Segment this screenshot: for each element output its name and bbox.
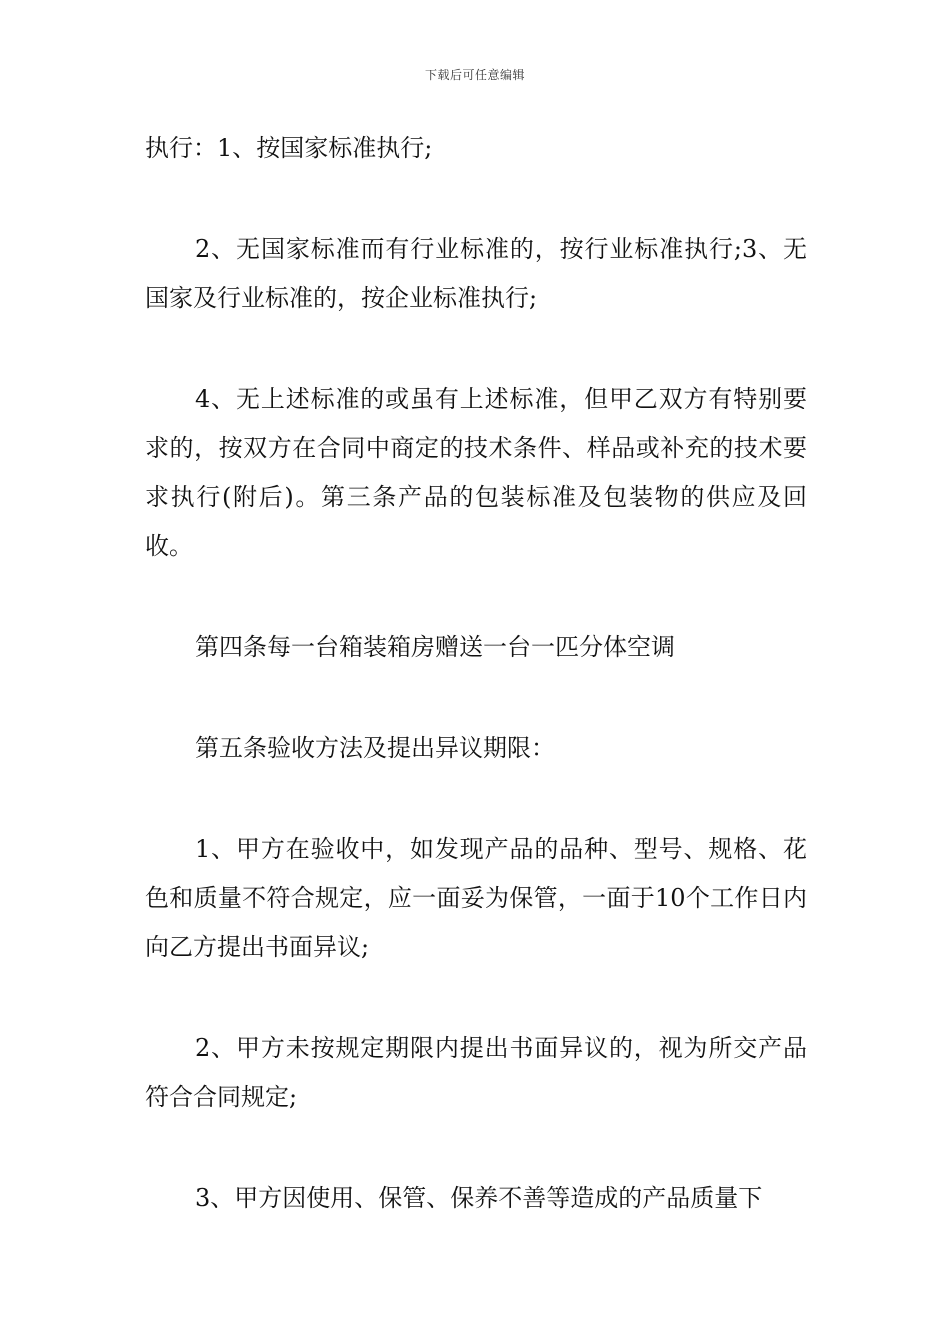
paragraph-industry-standard: 2、无国家标准而有行业标准的，按行业标准执行;3、无国家及行业标准的，按企业标准执行; <box>145 235 807 312</box>
page-header-note: 下载后可任意编辑 <box>424 68 525 82</box>
paragraph-article-four: 第四条每一台箱装箱房赠送一台一匹分体空调 <box>195 633 675 661</box>
paragraph-deemed-compliant: 2、甲方未按规定期限内提出书面异议的，视为所交产品符合合同规定; <box>145 1034 807 1111</box>
paragraph-execution: 执行：1、按国家标准执行; <box>145 134 433 162</box>
paragraph-inspection-objection: 1、甲方在验收中，如发现产品的品种、型号、规格、花色和质量不符合规定，应一面妥为保管，一面于10个工作日内向乙方提出书面异议; <box>145 835 807 961</box>
paragraph-improper-use: 3、甲方因使用、保管、保养不善等造成的产品质量下 <box>195 1184 763 1212</box>
document-body <box>145 124 807 1223</box>
paragraph-article-five: 第五条验收方法及提出异议期限： <box>195 734 555 762</box>
paragraph-special-requirements: 4、无上述标准的或虽有上述标准，但甲乙双方有特别要求的，按双方在合同中商定的技术条件、样品或补充的技术要求执行(附后)。第三条产品的包装标准及包装物的供应及回收。 <box>145 385 807 560</box>
